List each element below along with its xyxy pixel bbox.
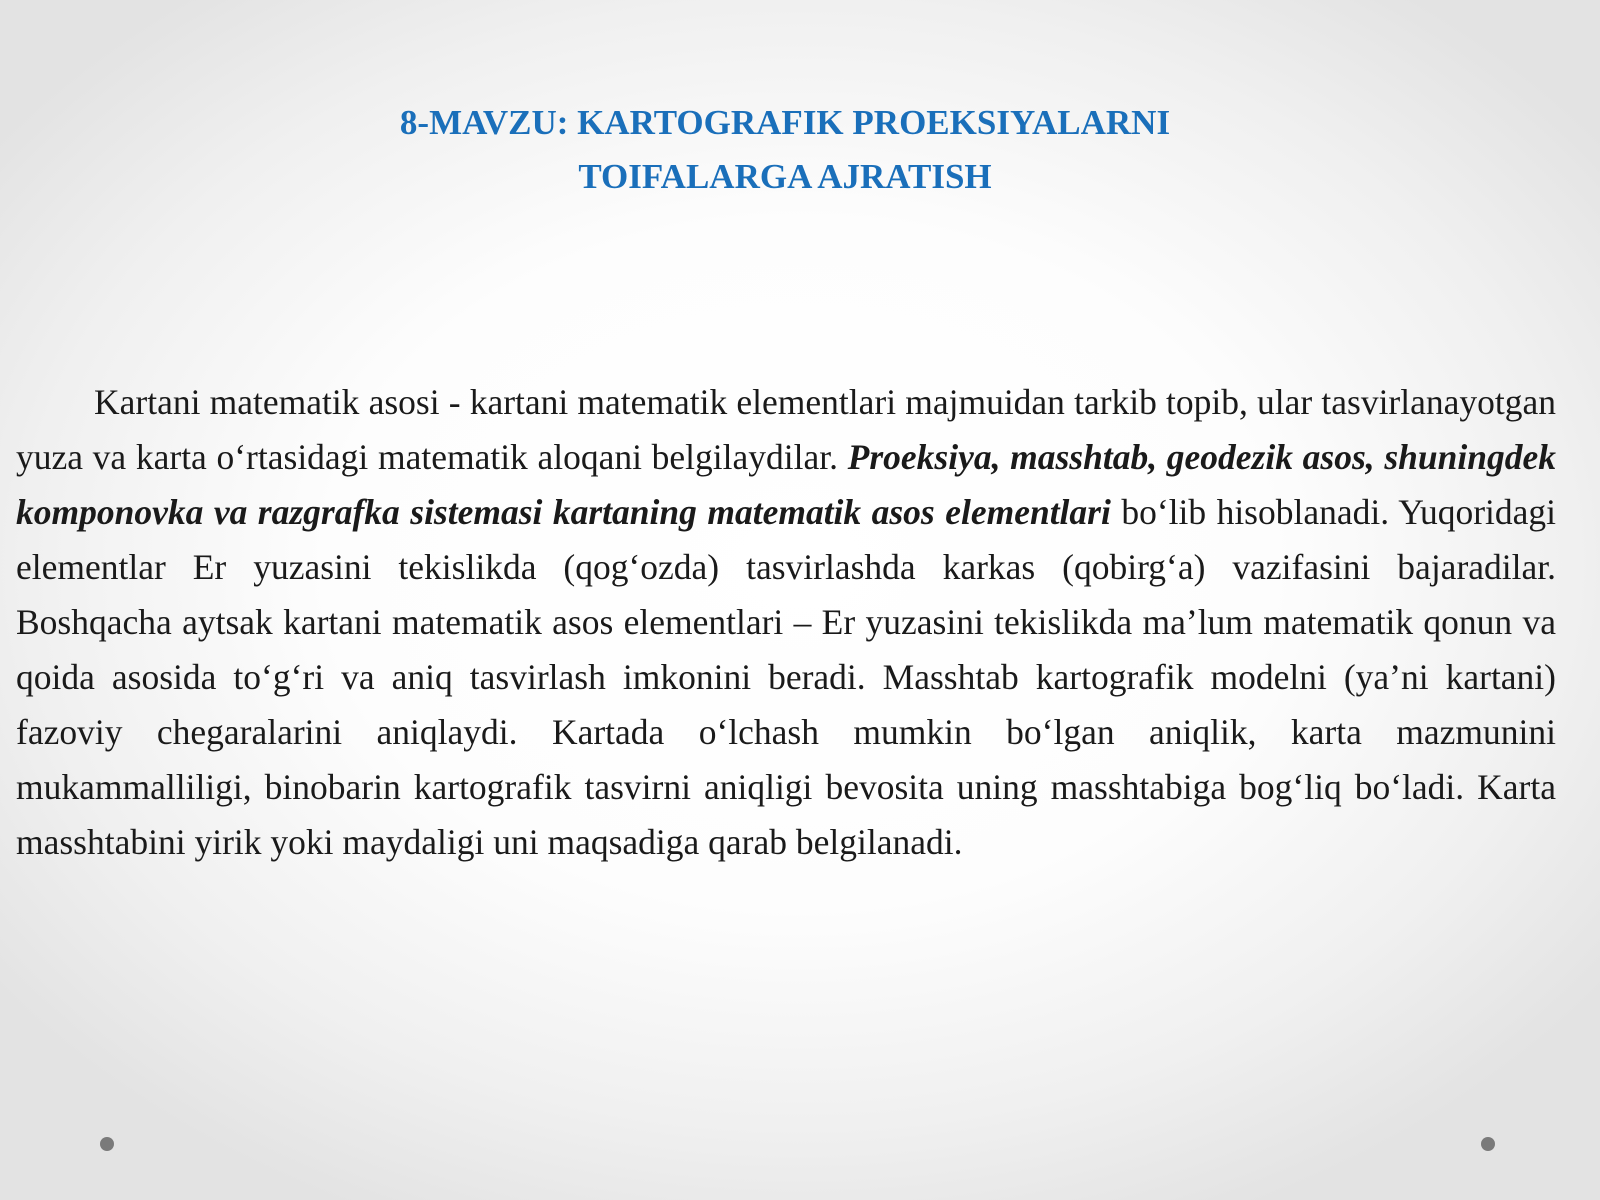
slide-body-paragraph xyxy=(16,375,1556,870)
slide-title-line-1: 8-MAVZU: KARTOGRAFIK PROEKSIYALARNI xyxy=(399,103,1171,142)
body-text-intro: Kartani matematik asosi - kartani matematik elementlari majmuidan tarkib topib, ular tasvirlanayotgan yuza va karta o‘rtasidagi matematik aloqani belgilaydilar. xyxy=(16,382,1556,477)
decorative-dot-right xyxy=(1481,1137,1495,1151)
body-text-continuation: bo‘lib hisoblanadi. Yuqoridagi elementlar Er yuzasini tekislikda (qog‘ozda) tasvirlashda karkas (qobirg‘a) vazifasini bajaradilar. Boshqacha aytsak kartani matematik asos elementlari – Er yuzasini tekislikda ma’lum matematik qonun va qoida asosida to‘g‘ri va aniq tasvirlash imkonini beradi. Masshtab kartografik modelni (ya’ni kartani) fazoviy chegaralarini aniqlaydi. Kartada o‘lchash mumkin bo‘lgan aniqlik, karta mazmunini mukammalliligi, binobarin kartografik tasvirni aniqligi bevosita uning masshtabiga bog‘liq bo‘ladi. Karta masshtabini yirik yoki maydaligi uni maqsadiga qarab belgilanadi. xyxy=(16,492,1557,862)
slide-title xyxy=(0,96,1570,204)
slide-title-line-2: TOIFALARGA AJRATISH xyxy=(578,157,992,196)
body-text-emphasis: Proeksiya, masshtab, geodezik asos, shuningdek komponovka va razgrafka sistemasi kartaning matematik asos elementlari xyxy=(16,437,1556,532)
decorative-dot-left xyxy=(100,1137,114,1151)
